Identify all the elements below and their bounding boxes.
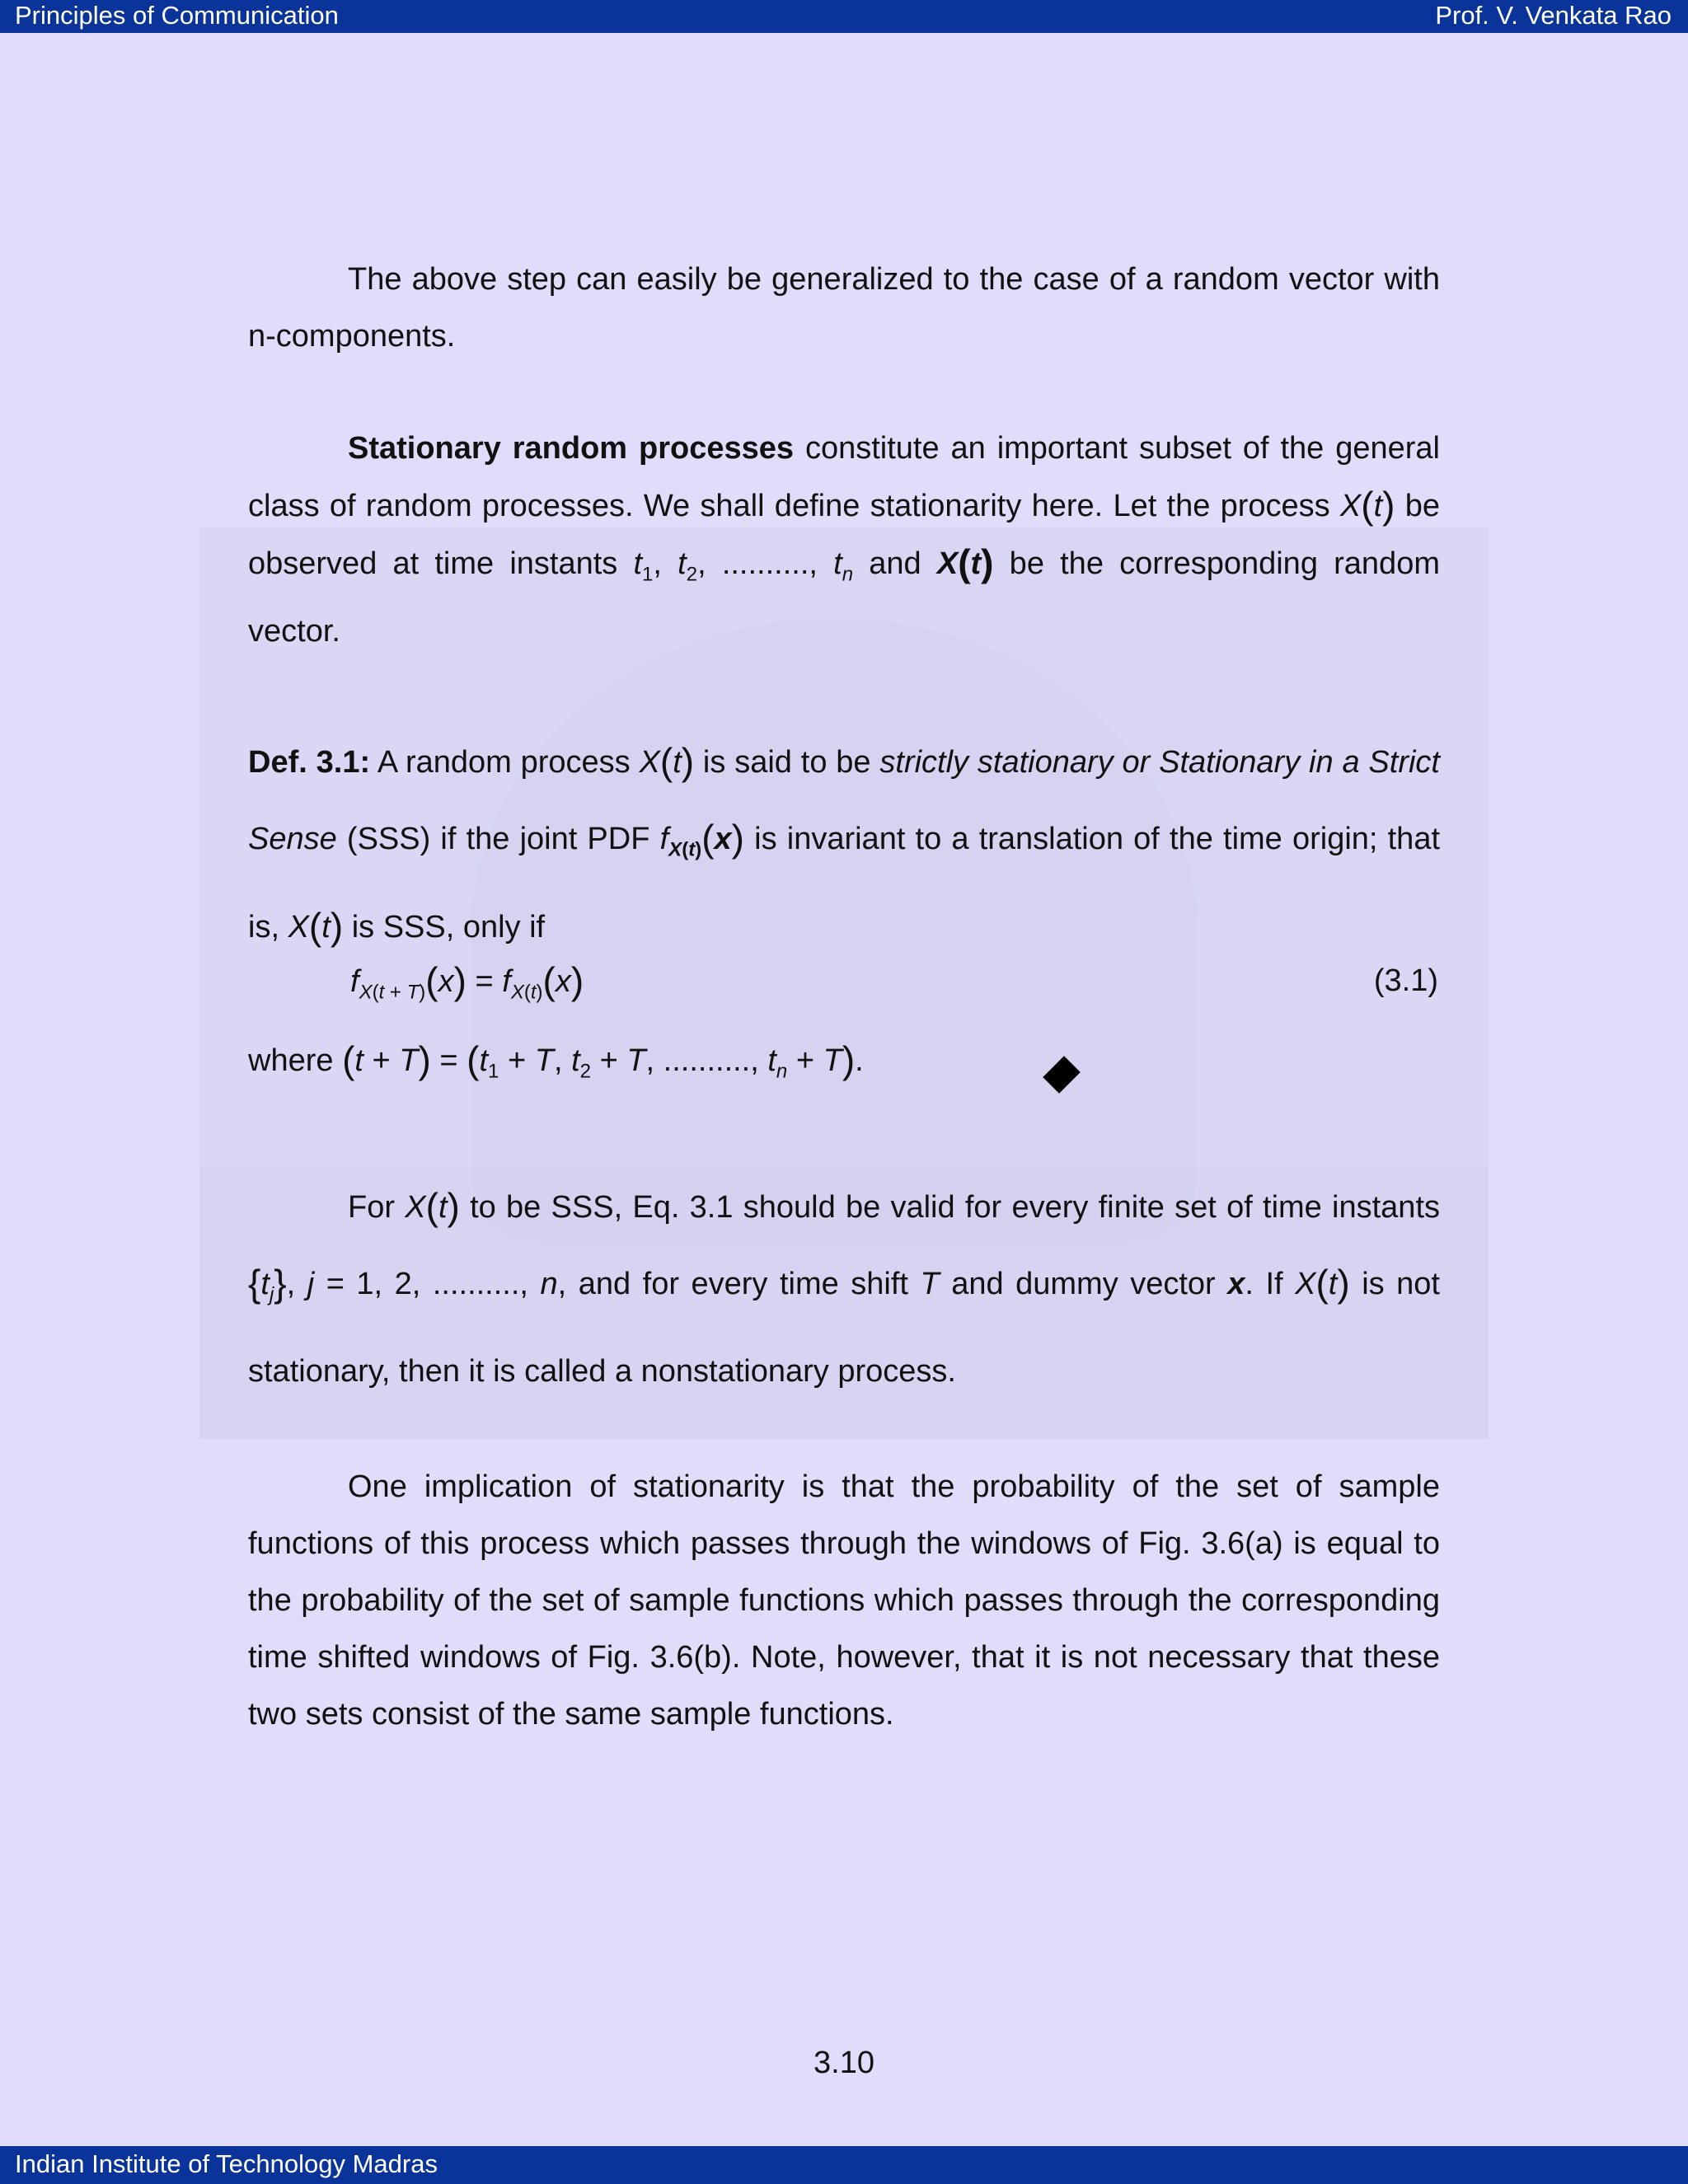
header-title: Principles of Communication [15,1,339,30]
where-line: where $(t + T) = (t_1 + T$, $t_2 + T$, .........., $t_n + T$). [248,1038,864,1083]
math-xt: X(t) [1339,484,1395,527]
term-stationary-random-processes: Stationary random processes [348,431,795,466]
equation-3-1: $f_{X(t + T)}(x) = f_{X(t)}(x)$ [350,959,584,1004]
header-author: Prof. V. Venkata Rao [1435,1,1672,30]
page-number: 3.10 [814,2046,874,2080]
footer-bar [0,2146,1688,2184]
definition-label: Def. 3.1: [248,745,371,780]
equation-number: (3.1) [1373,963,1438,998]
paragraph-generalization: The above step can easily be generalized to the case of a random vector with n-components. [248,262,1440,354]
definition-3-1: Def. 3.1: A random process X(t) is said to be strictly stationary or Stationary in a Strict Sense (SSS) if the joint PDF $f_{X(t)}(x)$ is invariant to a translation of the time origin; that is, X(t) is SSS, only if [248,740,1441,948]
math-time-set: $\{t_j\}$, j = 1, 2, .........., n [248,1262,558,1306]
math-random-vector: X(t) [936,541,994,584]
definition-term: strictly stationary or Stationary in a Strict Sense [248,745,1440,856]
paragraph-implication: One implication of stationarity is that the probability of the set of sample functions of this process which passes through the windows of Fig. 3.6(a) is equal to the probability of the set of sample functions which passes through the corresponding time shifted windows of Fig. 3.6(b). Note, however, that it is not necessary that these two sets consist of the same sample functions. [248,1469,1440,1732]
header-bar [0,0,1688,33]
footer-institution: Indian Institute of Technology Madras [15,2149,438,2178]
math-time-instants: $t_1$, $t_2$, .........., $t_n$ [633,546,854,586]
paragraph-stationary-intro: Stationary random processes constitute an important subset of the general class of random processes. We shall define stationarity here. Let the process X(t) be observed at time instants $t_1$, $t_2$, .........., $t_n$ and X(t) be the corresponding random vector. [248,431,1440,649]
paragraph-sss-condition: For X(t) to be SSS, Eq. 3.1 should be valid for every finite set of time instants $\{t_j\}$, j = 1, 2, .........., n, and for every time shift T and dummy vector x. If X(t) is not stationary, then it is called a nonstationary process. [248,1185,1440,1389]
math-joint-pdf: $f_{X(t)}(x)$ [659,817,744,861]
